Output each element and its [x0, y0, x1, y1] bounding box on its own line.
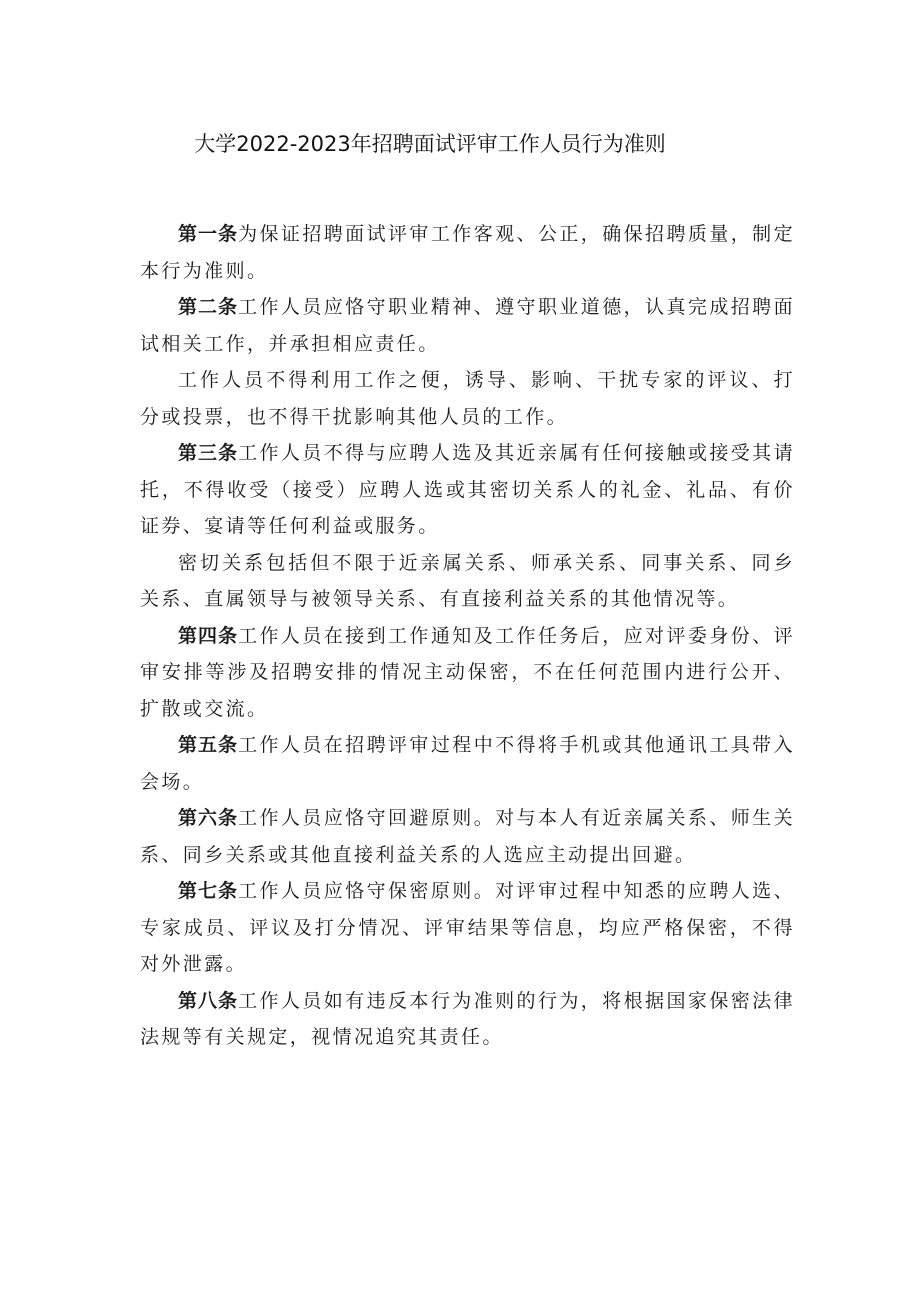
- article-text: 为保证招聘面试评审工作客观、公正，确保招聘质量，制定本行为准则。: [140, 223, 795, 282]
- article-label: 第八条: [178, 989, 239, 1012]
- document-title: 大学2022-2023年招聘面试评审工作人员行为准则: [194, 132, 666, 156]
- article-text: 工作人员不得与应聘人选及其近亲属有任何接触或接受其请托，不得收受（接受）应聘人选或其密切关系人的礼金、礼品、有价证券、宴请等任何利益或服务。: [140, 442, 795, 537]
- article-2-clause: [140, 362, 795, 435]
- article-3-clause: [140, 545, 795, 618]
- article-text: 工作人员应恪守回避原则。对与本人有近亲属关系、师生关系、同乡关系或其他直接利益关系的人选应主动提出回避。: [140, 807, 795, 866]
- article-label: 第一条: [178, 223, 239, 245]
- article-1: [140, 216, 795, 289]
- article-8: [140, 983, 795, 1056]
- article-7: [140, 873, 795, 983]
- article-text: 工作人员不得利用工作之便，诱导、影响、干扰专家的评议、打分或投票，也不得干扰影响其他人员的工作。: [140, 369, 795, 428]
- article-label: 第七条: [178, 880, 239, 902]
- article-4: [140, 618, 795, 728]
- article-6: [140, 800, 795, 873]
- document-body: [140, 216, 795, 1056]
- article-label: 第二条: [178, 296, 239, 318]
- article-text: 工作人员应恪守保密原则。对评审过程中知悉的应聘人选、专家成员、评议及打分情况、评审结果等信息，均应严格保密，不得对外泄露。: [140, 880, 795, 975]
- article-text: 工作人员应恪守职业精神、遵守职业道德，认真完成招聘面试相关工作，并承担相应责任。: [140, 296, 795, 355]
- article-5: [140, 727, 795, 800]
- article-label: 第五条: [178, 734, 239, 756]
- article-3: [140, 435, 795, 545]
- article-label: 第四条: [178, 624, 239, 647]
- article-text: 工作人员如有违反本行为准则的行为，将根据国家保密法律法规等有关规定，视情况追究其责任。: [140, 989, 795, 1048]
- article-text: 密切关系包括但不限于近亲属关系、师承关系、同事关系、同乡关系、直属领导与被领导关系、有直接利益关系的其他情况等。: [140, 551, 795, 610]
- article-2: [140, 289, 795, 362]
- article-label: 第三条: [178, 442, 239, 464]
- article-label: 第六条: [178, 807, 239, 829]
- article-text: 工作人员在招聘评审过程中不得将手机或其他通讯工具带入会场。: [140, 734, 795, 793]
- article-text: 工作人员在接到工作通知及工作任务后，应对评委身份、评审安排等涉及招聘安排的情况主动保密，不在任何范围内进行公开、扩散或交流。: [140, 624, 795, 720]
